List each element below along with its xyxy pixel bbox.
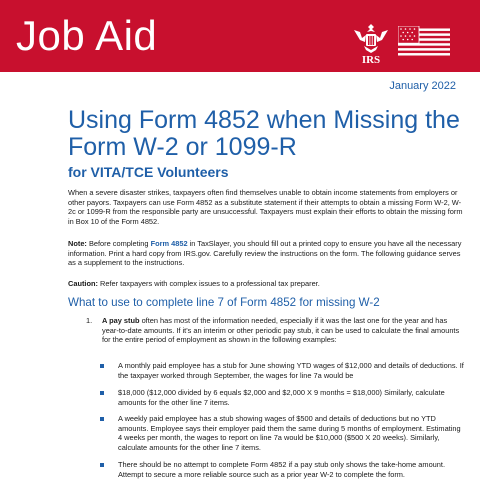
bullet-square-icon (100, 463, 104, 467)
job-aid-banner (0, 0, 480, 72)
bullet-square-icon (100, 364, 104, 368)
bullet-item (118, 388, 464, 407)
form-4852-link[interactable]: Form 4852 (150, 239, 188, 248)
list-item-number: 1. (86, 316, 93, 325)
irs-eagle-logo (350, 20, 392, 64)
section-heading: What to use to complete line 7 of Form 4852 for missing W-2 (68, 296, 380, 309)
note-paragraph (68, 239, 468, 268)
bullet-square-icon (100, 417, 104, 421)
us-flag-icon (398, 26, 450, 58)
bullet-text: $18,000 ($12,000 divided by 6 equals $2,000 and $2,000 X 9 months = $18,000) Similarly, calculate amounts for the other line 7 items. (118, 388, 445, 407)
bullet-text: There should be no attempt to complete Form 4852 if a pay stub only shows the take-home amount. Attempt to secure a more reliable source such as a prior year W-2 to complete the form. (118, 460, 446, 479)
note-label: Note: (68, 239, 87, 248)
irs-logo-text: IRS (361, 54, 381, 64)
pay-stub-label: A pay stub (102, 316, 140, 325)
pay-stub-description: often has most of the information needed, especially if it was the last one for the year and has year-to-date amounts. If it's an interim or other periodic pay stub, it can be used to calculate the final amounts for the entire period of employment as shown in the following examples: (102, 316, 460, 345)
caution-paragraph (68, 279, 468, 289)
note-text-post: in TaxSlayer, you should fill out a printed copy to ensure you have all the necessary information. Print a hard copy from IRS.gov. Carefully review the instructions on the form. The following guidance serves as a supplement to the instructions. (68, 239, 462, 268)
bullet-square-icon (100, 391, 104, 395)
banner-title: Job Aid (16, 12, 158, 59)
bullet-text: A weekly paid employee has a stub showing wages of $500 and details of deductions but no YTD amounts. Employee says their employer paid them the same during 5 months of employment. Estimating 4 weeks per month, the wages to report on line 7a would be $10,000 ($500 X 20 weeks). Similarly, calculate amounts for the other line 7 items. (118, 414, 461, 452)
bullet-item (118, 414, 464, 452)
bullet-text: A monthly paid employee has a stub for June showing YTD wages of $12,000 and details of deductions. If the taxpayer worked through September, the wages for line 7a would be (118, 361, 464, 380)
bullet-item (118, 361, 464, 380)
list-item-text (102, 316, 464, 345)
caution-label: Caution: (68, 279, 98, 288)
note-text-pre: Before completing (86, 239, 151, 248)
document-subtitle: for VITA/TCE Volunteers (68, 164, 229, 180)
publication-date: January 2022 (389, 80, 456, 92)
intro-paragraph: When a severe disaster strikes, taxpayers often find themselves unable to obtain income statements from employers or other payors. Taxpayers can use Form 4852 as a substitute statement if their attempts to obtain a missing Form W-2, W-2c or 1099-R from the responsible party are unsuccessful. Taxpayers must explain their efforts to obtain the missing form in Box 10 of the Form 4852. (68, 188, 463, 226)
document-title: Using Form 4852 when Missing the Form W-2 or 1099-R (68, 106, 460, 161)
bullet-item (118, 460, 464, 479)
caution-text: Refer taxpayers with complex issues to a professional tax preparer. (97, 279, 320, 288)
